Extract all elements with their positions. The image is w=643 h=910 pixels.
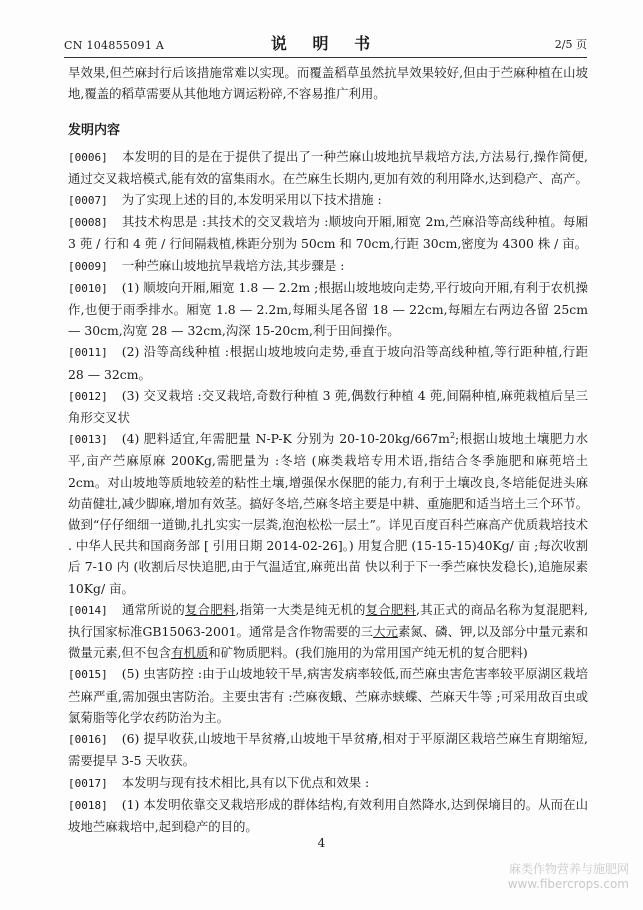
intro-paragraph: 旱效果,但苎麻封行后该措施常难以实现。而覆盖稻草虽然抗旱效果较好,但由于苎麻种植在山坡地,覆盖的稻草需要从其他地方调运粉碎,不容易推广利用。 [68, 65, 588, 102]
paragraph-text: ;根据山坡地土壤肥力水平,亩产苎麻原麻 200Kg,需肥量为 :冬培 (麻类栽培专用术语,指结合冬季施肥和麻蔸培土 2cm。对山坡地等质地较差的粘性土壤,增强保水保肥的能力,有利于土壤改良,冬培能促进头麻幼苗健壮,减少脚麻,增加有效茎。搞好冬培,苎麻冬培主要是中耕、重施肥和适当培土三个环节。做到“仔仔细细一道锄,扎扎实实一层粪,泡泡松松一层土”。详见百度百科苎麻高产优质栽培技术 . 中华人民共和国商务部 [ 引用日期 2014-02-26]。) 用复合肥 (15-15-15)40Kg/ 亩 ;每次收割后 7-10 内 (收割后尽快追肥,由于气温适宜,麻蔸出苗 快以利于下一季苎麻快发稳长),追施尿素 10Kg/ 亩。 [68, 431, 588, 596]
paragraph-0016 [68, 728, 588, 771]
paragraph-number: [0006] [68, 150, 108, 164]
watermark-url: www.fibercrops.com [507, 877, 629, 891]
paragraph-0018 [68, 794, 588, 837]
page-header [64, 30, 587, 58]
paragraph-text: (1) 顺坡向开厢,厢宽 1.8 — 2.2m ;根据山坡地坡向走势,平行坡向开厢,有利于农机操作,也便于雨季排水。厢宽 1.8 — 2.2m,每厢头尾各留 18 — 22cm,每厢左右两边各留 25cm — 30cm,沟宽 28 — 32cm,沟深 15-20cm,利于田间操作。 [68, 279, 588, 339]
paragraph-text: (5) 虫害防控 :由于山坡地较干旱,病害发病率较低,而苎麻虫害危害率较平原湖区栽培苎麻严重,需加强虫害防治。主要虫害有 :苎麻夜蛾、苎麻赤蛱蝶、苎麻天牛等 ;可采用敌百虫或氯菊脂等化学农药防治为主。 [68, 666, 588, 725]
header-rule [64, 57, 587, 58]
paragraph-0011 [68, 341, 588, 384]
paragraph-text: 其技术构思是 :其技术的交叉栽培为 :顺坡向开厢,厢宽 2m,苎麻沿等高线种植。每厢 3 蔸 / 行和 4 蔸 / 行间隔栽植,株距分别为 50cm 和 70cm,行距 30cm,密度为 4300 株 / 亩。 [68, 214, 588, 252]
link-compound-fertilizer[interactable]: 复合肥料 [185, 601, 236, 617]
superscript: 2 [449, 431, 456, 441]
paragraph-text: 和矿物质肥料。(我们施用的为常用国产纯无机的复合肥料) [208, 645, 528, 661]
paragraph-text: (4) 肥料适宜,年需肥量 N-P-K 分别为 20-10-20kg/667m [121, 431, 450, 447]
paragraph-0015 [68, 663, 588, 728]
document-title: 说 明 书 [270, 34, 381, 53]
paragraph-number: [0015] [68, 668, 108, 682]
paragraph-text: (3) 交叉栽培 :交叉栽培,奇数行种植 3 蔸,偶数行种植 4 蔸,间隔种植,麻蔸栽植后呈三角形交叉状 [68, 387, 588, 426]
paragraph-0017 [68, 772, 588, 794]
paragraph-0010 [68, 277, 588, 342]
link-macro-element[interactable]: 大元 [373, 624, 398, 640]
paragraph-text: (1) 本发明依靠交叉栽培形成的群体结构,有效利用自然降水,达到保墒目的。从而在山坡地苎麻栽培中,起到稳产的目的。 [68, 796, 588, 834]
paragraph-number: [0009] [68, 259, 108, 273]
paragraph-number: [0012] [68, 389, 108, 403]
paragraph-text: (6) 提早收获,山坡地干旱贫瘠,山坡地干旱贫瘠,相对于平原湖区栽培苎麻生育期缩短,需要提早 3-5 天收获。 [68, 731, 588, 769]
paragraph-number: [0016] [68, 733, 108, 747]
paragraph-number: [0014] [68, 603, 108, 617]
paragraph-text: 本发明与现有技术相比,具有以下优点和效果 : [121, 774, 370, 790]
paragraph-0007 [68, 189, 588, 211]
link-compound-fertilizer[interactable]: 复合肥料 [365, 601, 417, 617]
paragraph-0008 [68, 211, 588, 254]
paragraph-number: [0013] [68, 433, 108, 447]
paragraph-number: [0011] [68, 346, 108, 360]
paragraph-text: 素氮、磷、钾,以及部分中量元素和微量元素,但不包含 [68, 624, 589, 661]
paragraph-text: ,其正式的商品名称为复混肥料,执行国家标准GB15063-2001。通常是含作物需要的三 [68, 601, 588, 640]
paragraph-text: (2) 沿等高线种植 :根据山坡地坡向走势,垂直于坡向沿等高线种植,等行距种植,行距 28 — 32cm。 [68, 344, 588, 382]
paragraph-number: [0017] [68, 776, 108, 790]
paragraph-0013 [68, 428, 588, 599]
paragraph-text: 通常所说的 [121, 601, 185, 617]
paragraph-text: ,指第一大类是纯无机的 [235, 601, 366, 617]
paragraph-0006 [68, 146, 588, 189]
page-number: 4 [317, 836, 326, 850]
paragraph-text: 本发明的目的是在于提供了提出了一种苎麻山坡地抗旱栽培方法,方法易行,操作简便,通过交叉栽培模式,能有效的富集雨水。在苎麻生长期内,更加有效的利用降水,达到稳产、高产。 [68, 148, 588, 186]
paragraph-number: [0007] [68, 194, 108, 208]
section-title: 发明内容 [68, 123, 121, 139]
link-organic-matter[interactable]: 有机质 [171, 645, 209, 661]
paragraph-0009 [68, 255, 588, 277]
document-body [68, 62, 588, 837]
publication-number: CN 104855091 A [64, 39, 165, 52]
paragraph-number: [0008] [68, 216, 108, 230]
paragraph-0014 [68, 599, 588, 664]
paragraph-0012 [68, 385, 588, 428]
paragraph-number: [0010] [68, 281, 108, 295]
watermark-line: 麻类作物营养与施肥网 [508, 862, 629, 876]
paragraph-text: 为了实现上述的目的,本发明采用以下技术措施 : [121, 192, 382, 208]
paragraph-text: 一种苎麻山坡地抗旱栽培方法,其步骤是 : [121, 257, 345, 273]
page-label: 2/5 页 [554, 38, 587, 51]
paragraph-number: [0018] [68, 798, 108, 812]
watermark [508, 862, 629, 892]
